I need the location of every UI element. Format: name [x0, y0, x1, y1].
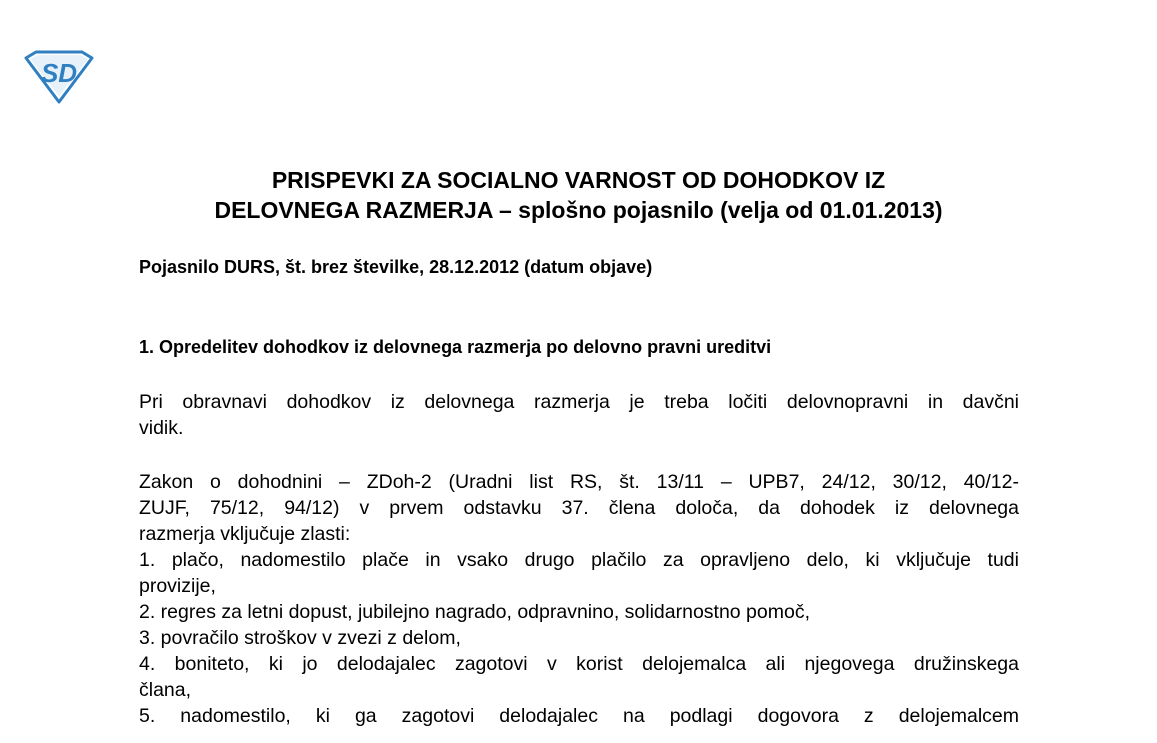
text-line: ZUJF, 75/12, 94/12) v prvem odstavku 37. člena določa, da dohodek iz delovnega: [139, 497, 1019, 519]
text-line: vidik.: [139, 417, 184, 439]
list-item-text: provizije,: [139, 575, 216, 597]
text-line: Pri obravnavi dohodkov iz delovnega razmerja je treba ločiti delovnopravni in davčni: [139, 391, 1019, 413]
list-item-text: 5. nadomestilo, ki ga zagotovi delodajalec na podlagi dogovora z delojemalcem: [139, 705, 1019, 727]
paragraph-2: [139, 469, 1019, 729]
company-logo: [22, 50, 96, 104]
title-line-2: DELOVNEGA RAZMERJA – splošno pojasnilo (velja od 01.01.2013): [214, 197, 943, 223]
document-title: [100, 165, 1057, 225]
list-item-text: člana,: [139, 679, 192, 701]
list-item-text: 4. boniteto, ki jo delodajalec zagotovi v korist delojemalca ali njegovega družinskega: [139, 653, 1019, 675]
paragraph-1: [139, 389, 1019, 441]
document-subheading: Pojasnilo DURS, št. brez številke, 28.12.2012 (datum objave): [139, 257, 653, 277]
logo-lettering: SD: [40, 58, 78, 88]
list-item-text: 3. povračilo stroškov v zvezi z delom,: [139, 627, 461, 649]
section-heading: 1. Opredelitev dohodkov iz delovnega razmerja po delovno pravni ureditvi: [139, 337, 772, 357]
text-line: Zakon o dohodnini – ZDoh-2 (Uradni list RS, št. 13/11 – UPB7, 24/12, 30/12, 40/12-: [139, 471, 1019, 493]
text-line: razmerja vključuje zlasti:: [139, 523, 351, 545]
list-item-text: 1. plačo, nadomestilo plače in vsako drugo plačilo za opravljeno delo, ki vključuje tudi: [139, 549, 1019, 571]
title-line-1: PRISPEVKI ZA SOCIALNO VARNOST OD DOHODKOV IZ: [271, 167, 886, 193]
list-item-text: 2. regres za letni dopust, jubilejno nagrado, odpravnino, solidarnostno pomoč,: [139, 601, 811, 623]
